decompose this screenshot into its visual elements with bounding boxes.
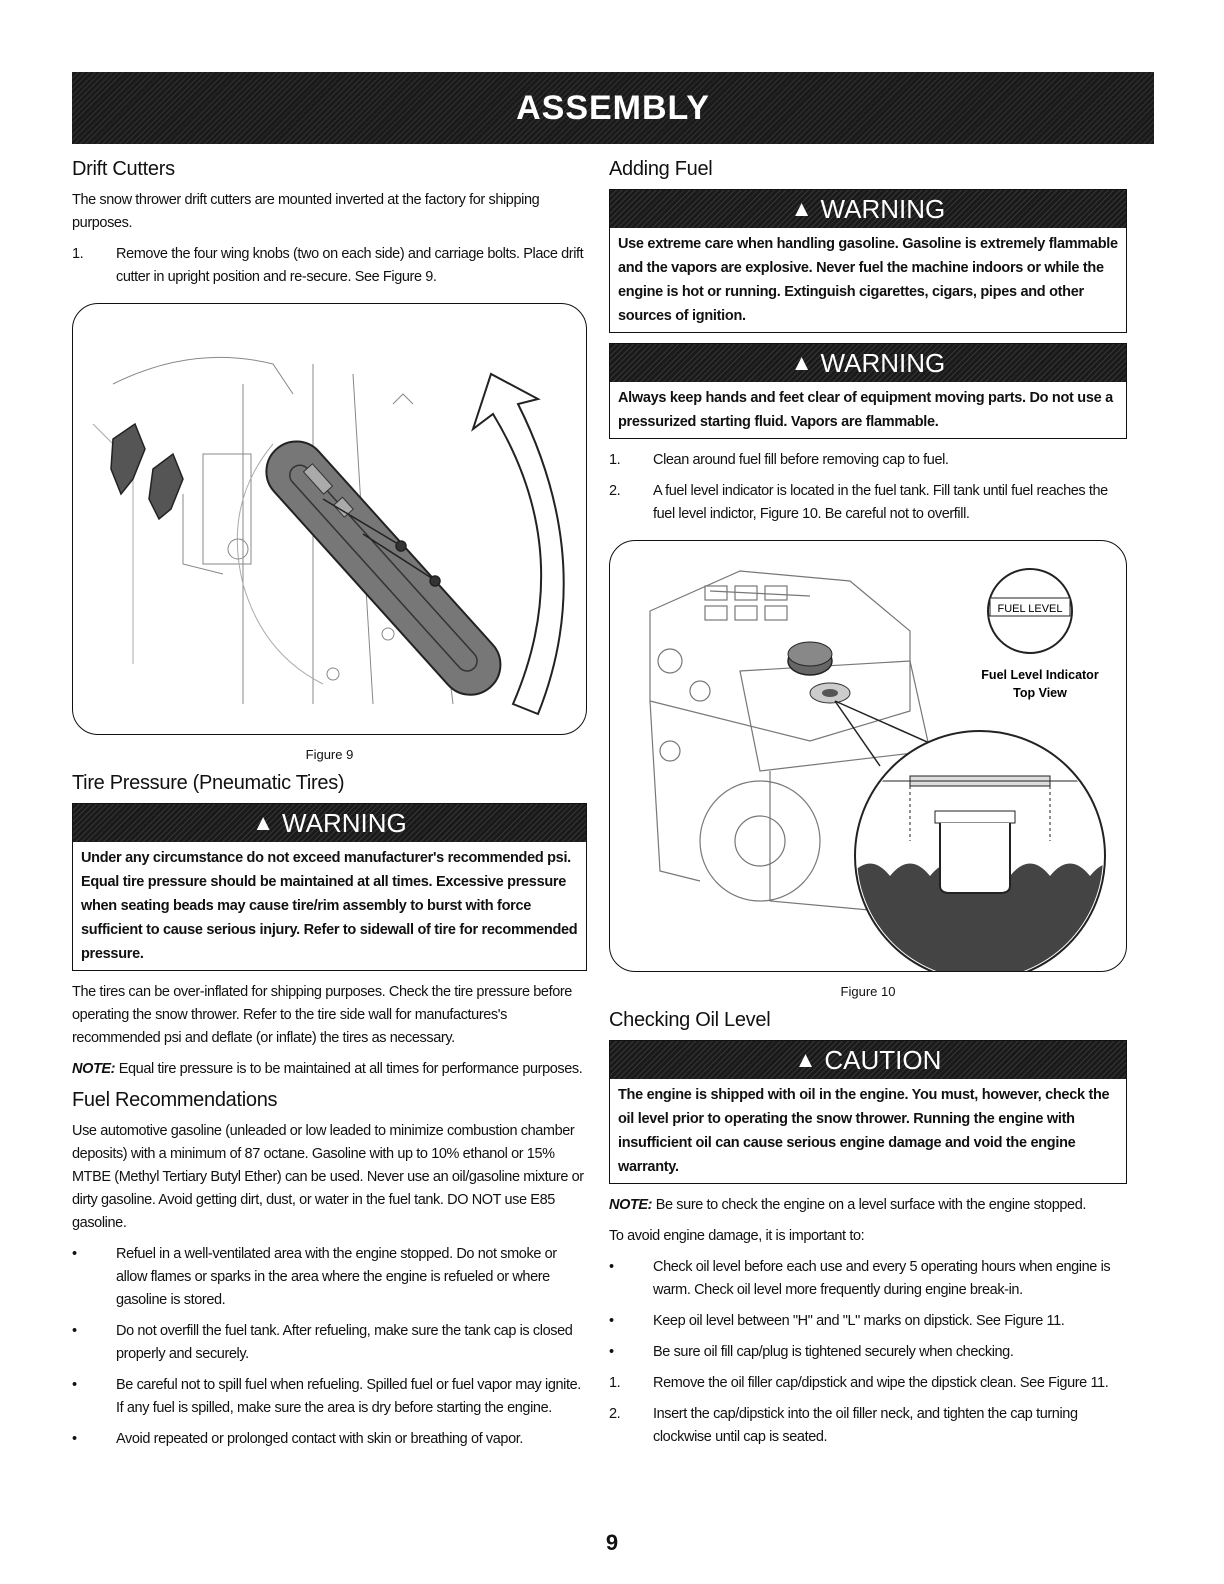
warning-label: WARNING (820, 193, 946, 224)
warning-text: Use extreme care when handling gasoline. Gasoline is extremely flammable and the vapors are explosive. Never fuel the machine indoors or while the engine is hot or running. Extinguish cigarettes, cigars, pipes and other sources of ignition. (618, 236, 1118, 324)
step-number: 1. (72, 246, 84, 262)
fuel-bullet-3 (72, 1374, 587, 1420)
step-number: 1. (609, 1375, 621, 1391)
figure-9-caption: Figure 9 (305, 747, 354, 762)
warning-triangle-icon: ▲ (790, 350, 813, 375)
adding-fuel-heading: Adding Fuel (609, 158, 713, 180)
caution-label: CAUTION (824, 1044, 942, 1075)
drift-cutters-step-1 (72, 243, 587, 289)
warning-header (610, 344, 1126, 382)
adding-fuel-step-2 (609, 480, 1127, 526)
bullet-text: Check oil level before each use and every 5 operating hours when engine is warm. Check oil level more frequently during engine break-in. (653, 1259, 1111, 1298)
bullet-text: Refuel in a well-ventilated area with the engine stopped. Do not smoke or allow flames or sparks in the area where the engine is refueled or where gasoline is stored. (116, 1246, 557, 1308)
top-view-label: Top View (1013, 686, 1067, 700)
step-text: Remove the oil filler cap/dipstick and wipe the dipstick clean. See Figure 11. (653, 1375, 1109, 1391)
step-number: 2. (609, 483, 621, 499)
drift-cutters-heading: Drift Cutters (72, 158, 175, 180)
step-text: Clean around fuel fill before removing cap to fuel. (653, 452, 949, 468)
warning-triangle-icon: ▲ (252, 810, 275, 835)
tire-pressure-heading: Tire Pressure (Pneumatic Tires) (72, 772, 345, 794)
fuel-recommendations-heading: Fuel Recommendations (72, 1089, 278, 1111)
warning-triangle-icon: ▲ (790, 196, 813, 221)
oil-note (609, 1194, 1127, 1217)
oil-caution-box (609, 1040, 1127, 1184)
step-number: 2. (609, 1406, 621, 1422)
note-label: NOTE: (72, 1061, 116, 1077)
tire-note (72, 1058, 587, 1081)
right-column (609, 158, 1127, 1457)
fuel-warning-box-2 (609, 343, 1127, 439)
bullet-text: Do not overfill the fuel tank. After refueling, make sure the tank cap is closed properly and securely. (116, 1323, 573, 1362)
step-number: 1. (609, 452, 621, 468)
oil-bullet-2 (609, 1310, 1127, 1333)
oil-bullet-3 (609, 1341, 1127, 1364)
bullet-mark: • (72, 1377, 77, 1393)
checking-oil-level-heading: Checking Oil Level (609, 1009, 771, 1031)
bullet-mark: • (72, 1246, 77, 1262)
fuel-warning-box-1 (609, 189, 1127, 333)
bullet-text: Be careful not to spill fuel when refueling. Spilled fuel or fuel vapor may ignite. If any fuel is spilled, make sure the area is dry before starting the engine. (116, 1377, 581, 1416)
figure-10 (609, 540, 1127, 972)
drift-cutter-illustration (73, 304, 587, 734)
note-text: Be sure to check the engine on a level surface with the engine stopped. (652, 1197, 1086, 1213)
fuel-bullet-4 (72, 1428, 587, 1451)
fuel-bullet-2 (72, 1320, 587, 1366)
step-text: Insert the cap/dipstick into the oil filler neck, and tighten the cap turning clockwise until cap is seated. (653, 1406, 1078, 1445)
oil-step-2 (609, 1403, 1127, 1449)
banner-title: ASSEMBLY (516, 88, 710, 127)
bullet-text: Avoid repeated or prolonged contact with skin or breathing of vapor. (116, 1431, 524, 1447)
caution-header (610, 1041, 1126, 1079)
drift-cutters-intro: The snow thrower drift cutters are mounted inverted at the factory for shipping purposes. (72, 192, 540, 231)
step-text: Remove the four wing knobs (two on each side) and carriage bolts. Place drift cutter in upright position and re-secure. See Figure 9. (116, 246, 584, 285)
tire-warning-box (72, 803, 587, 971)
tire-pressure-paragraph: The tires can be over-inflated for shipping purposes. Check the tire pressure before operating the snow thrower. Refer to the tire side wall for manufactures's recommended psi and deflate (or inflate) the tires as necessary. (72, 984, 572, 1046)
warning-text: Under any circumstance do not exceed manufacturer's recommended psi. Equal tire pressure should be maintained at all times. Excessive pressure when seating beads may cause tire/rim assembly to burst with force sufficient to cause serious injury. Refer to sidewall of tire for recommended pressure. (81, 850, 578, 962)
bullet-mark: • (72, 1431, 77, 1447)
bullet-mark: • (609, 1344, 614, 1360)
warning-triangle-icon: ▲ (794, 1047, 817, 1072)
warning-label: WARNING (820, 347, 946, 378)
bullet-mark: • (609, 1313, 614, 1329)
bullet-text: Be sure oil fill cap/plug is tightened securely when checking. (653, 1344, 1014, 1360)
figure-10-caption: Figure 10 (840, 984, 896, 999)
warning-header (610, 190, 1126, 228)
step-text: A fuel level indicator is located in the fuel tank. Fill tank until fuel reaches the fuel level indictor, Figure 10. Be careful not to overfill. (653, 483, 1108, 522)
note-text: Equal tire pressure is to be maintained at all times for performance purposes. (115, 1061, 583, 1077)
note-label: NOTE: (609, 1197, 653, 1213)
caution-text: The engine is shipped with oil in the engine. You must, however, check the oil level prior to operating the snow thrower. Running the engine with insufficient oil can cause serious engine damage and void the engine warranty. (618, 1087, 1110, 1175)
fuel-level-indicator-label: Fuel Level Indicator (981, 668, 1099, 682)
figure-9 (72, 303, 587, 735)
oil-bullet-1 (609, 1256, 1127, 1302)
bullet-text: Keep oil level between "H" and "L" marks on dipstick. See Figure 11. (653, 1313, 1065, 1329)
adding-fuel-step-1 (609, 449, 1127, 472)
fuel-level-marking: FUEL LEVEL (997, 603, 1063, 615)
oil-step-1 (609, 1372, 1127, 1395)
fuel-recommendations-paragraph: Use automotive gasoline (unleaded or low leaded to minimize combustion chamber deposits) with a minimum of 87 octane. Gasoline with up to 10% ethanol or 15% MTBE (Methyl Tertiary Butyl Ether) can be used. Never use an oil/gasoline mixture or dirty gasoline. Avoid getting dirt, dust, or water in the fuel tank. DO NOT use E85 gasoline. (72, 1123, 584, 1231)
bullet-mark: • (72, 1323, 77, 1339)
fuel-bullet-1 (72, 1243, 587, 1312)
warning-header (73, 804, 586, 842)
bullet-mark: • (609, 1259, 614, 1275)
warning-text: Always keep hands and feet clear of equipment moving parts. Do not use a pressurized starting fluid. Vapors are flammable. (618, 390, 1113, 430)
engine-fuel-level-illustration (610, 541, 1127, 971)
page-number: 9 (605, 1530, 619, 1555)
warning-label: WARNING (282, 807, 407, 838)
oil-intro: To avoid engine damage, it is important to: (609, 1228, 865, 1244)
section-banner (72, 72, 1154, 144)
left-column (72, 158, 587, 1459)
